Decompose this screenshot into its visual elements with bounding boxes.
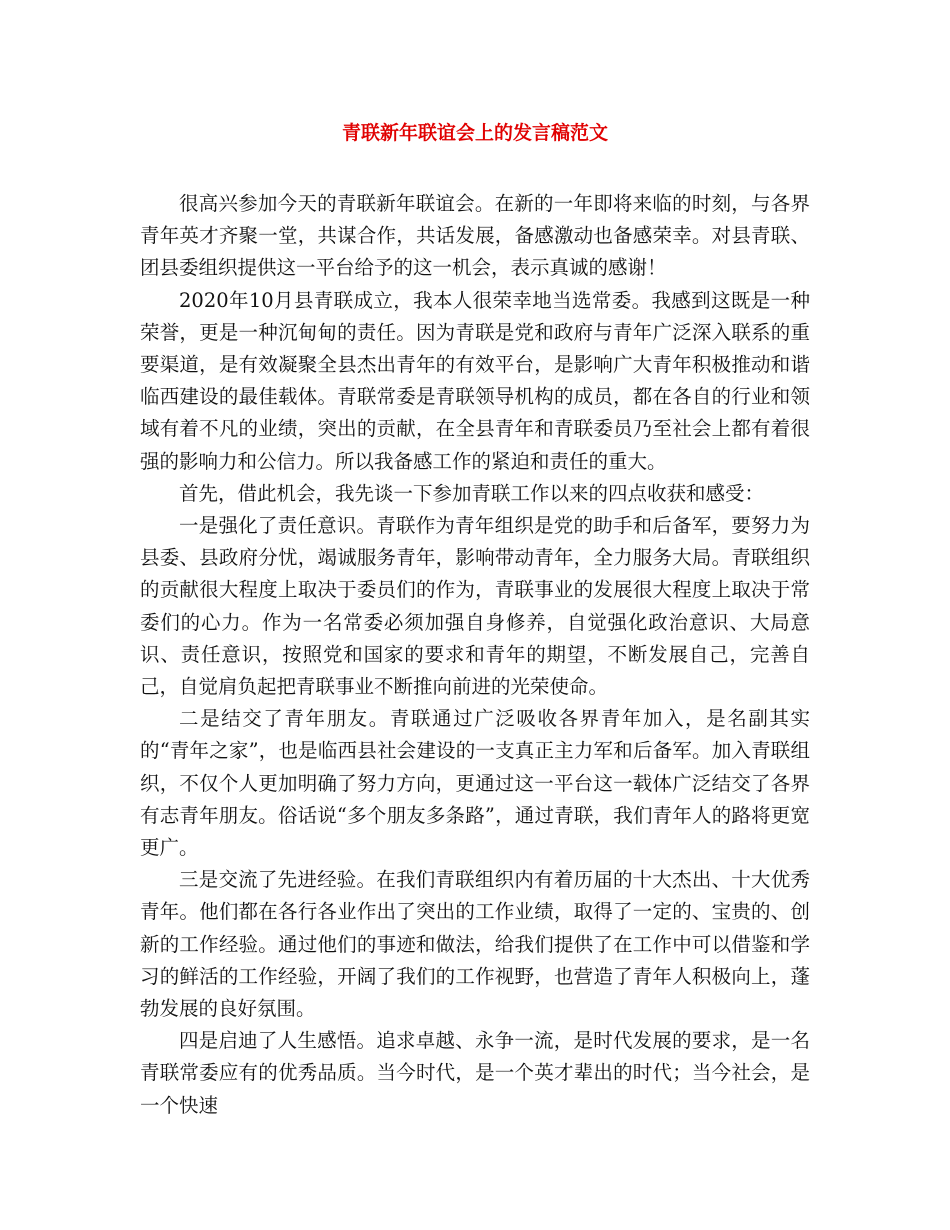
document-title: 青联新年联谊会上的发言稿范文	[341, 122, 608, 144]
document-body	[140, 188, 810, 1122]
paragraph-1: 很高兴参加今天的青联新年联谊会。在新的一年即将来临的时刻，与各界青年英才齐聚一堂，共谋合作，共话发展，备感激动也备感荣幸。对县青联、团县委组织提供这一平台给予的这一机会，表示真诚的感谢！	[140, 192, 810, 280]
paragraph-4: 一是强化了责任意识。青联作为青年组织是党的助手和后备军，要努力为县委、县政府分忧，竭诚服务青年，影响带动青年，全力服务大局。青联组织的贡献很大程度上取决于委员们的作为，青联事业的发展很大程度上取决于常委们的心力。作为一名常委必须加强自身修养，自觉强化政治意识、大局意识、责任意识，按照党和国家的要求和青年的期望，不断发展自己，完善自己，自觉肩负起把青联事业不断推向前进的光荣使命。	[140, 514, 810, 699]
paragraph-5: 二是结交了青年朋友。青联通过广泛吸收各界青年加入，是名副其实的“青年之家”，也是临西县社会建设的一支真正主力军和后备军。加入青联组织，不仅个人更加明确了努力方向，更通过这一平台这一载体广泛结交了各界有志青年朋友。俗话说“多个朋友多条路”，通过青联，我们青年人的路将更宽更广。	[140, 707, 810, 860]
paragraph-7: 四是启迪了人生感悟。追求卓越、永争一流，是时代发展的要求，是一名青联常委应有的优秀品质。当今时代，是一个英才辈出的时代；当今社会，是一个快速	[140, 1029, 810, 1117]
paragraph-3: 首先，借此机会，我先谈一下参加青联工作以来的四点收获和感受：	[179, 481, 765, 505]
paragraph-2: 2020年10月县青联成立，我本人很荣幸地当选常委。我感到这既是一种荣誉，更是一种沉甸甸的责任。因为青联是党和政府与青年广泛深入联系的重要渠道，是有效凝聚全县杰出青年的有效平台，是影响广大青年积极推动和谐临西建设的最佳载体。青联常委是青联领导机构的成员，都在各自的行业和领域有着不凡的业绩，突出的贡献，在全县青年和青联委员乃至社会上都有着很强的影响力和公信力。所以我备感工作的紧迫和责任的重大。	[140, 288, 810, 473]
paragraph-6: 三是交流了先进经验。在我们青联组织内有着历届的十大杰出、十大优秀青年。他们都在各行各业作出了突出的工作业绩，取得了一定的、宝贵的、创新的工作经验。通过他们的事迹和做法，给我们提供了在工作中可以借鉴和学习的鲜活的工作经验，开阔了我们的工作视野，也营造了青年人积极向上，蓬勃发展的良好氛围。	[140, 868, 810, 1021]
